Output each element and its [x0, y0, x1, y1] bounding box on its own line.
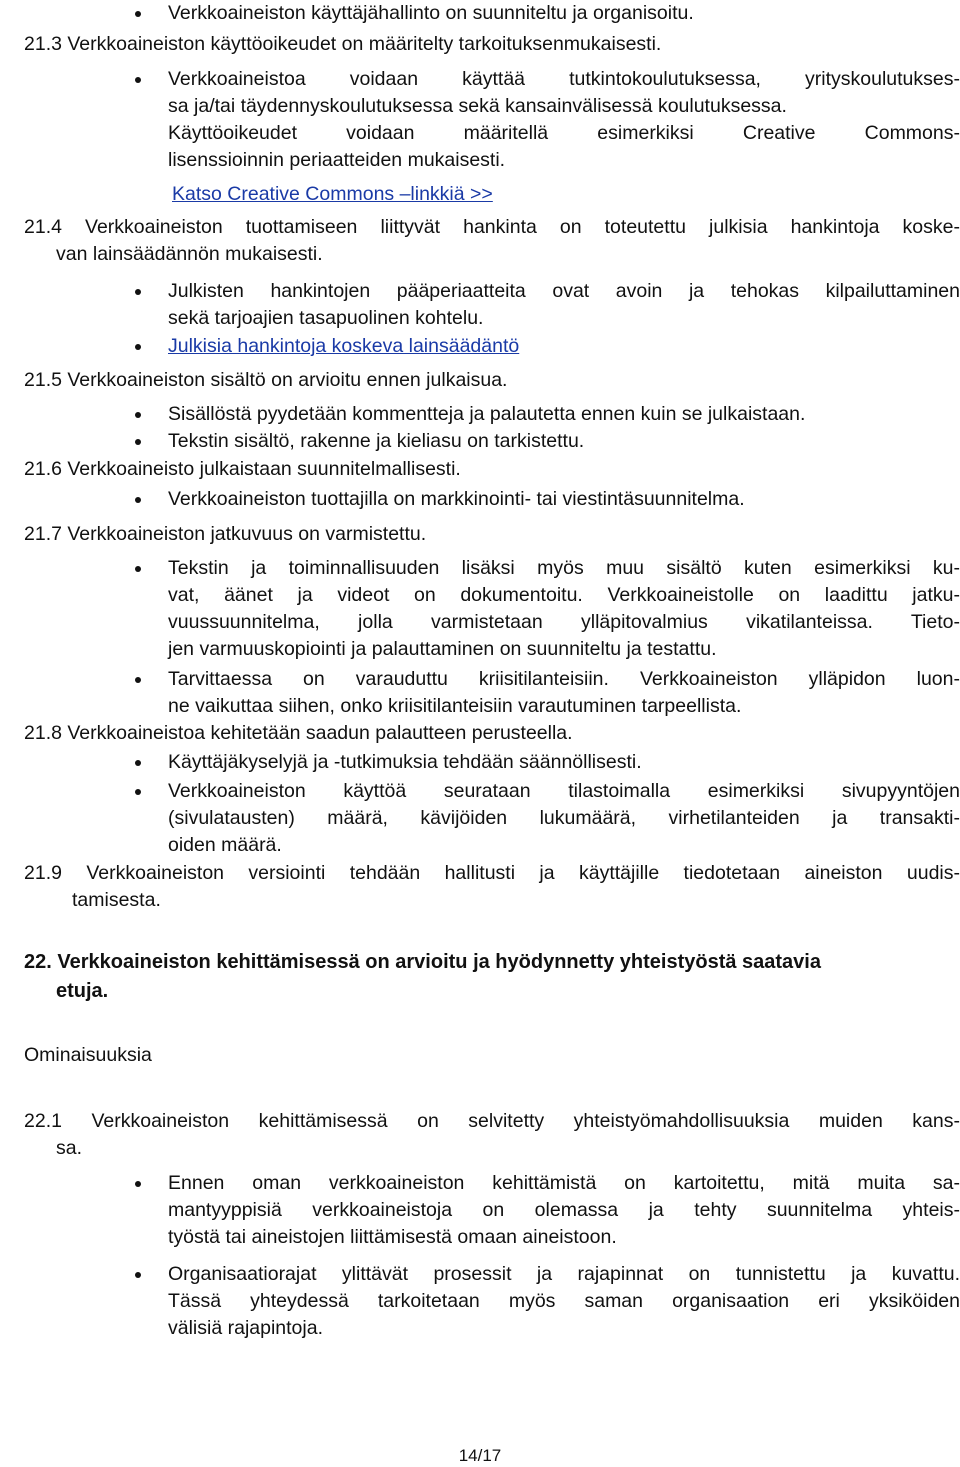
text-line: Verkkoaineiston tuottajilla on markkinointi- tai viestintäsuunnitelma. — [168, 488, 745, 510]
section-21-6 — [24, 456, 960, 483]
bullet-item — [168, 428, 960, 455]
text-line: 22. Verkkoaineiston kehittämisessä on arvioitu ja hyödynnetty yhteistyöstä saatavia — [24, 951, 821, 973]
bullet-item — [168, 0, 960, 27]
creative-commons-link-row — [172, 181, 493, 208]
bullet-dot — [135, 344, 141, 350]
subheading: Ominaisuuksia — [24, 1044, 152, 1066]
bullet-item — [168, 1261, 960, 1342]
bullet-dot — [135, 412, 141, 418]
bullet-item — [168, 333, 960, 360]
section-21-7 — [24, 521, 960, 548]
text-line: 21.7 Verkkoaineiston jatkuvuus on varmistettu. — [24, 523, 427, 545]
text-line: Ennen oman verkkoaineiston kehittämistä on kartoitettu, mitä muita sa- — [168, 1172, 960, 1194]
procurement-law-link[interactable]: Julkisia hankintoja koskeva lainsäädäntö — [168, 335, 520, 357]
text-line: sekä tarjoajien tasapuolinen kohtelu. — [168, 307, 484, 329]
text-line: Tekstin ja toiminnallisuuden lisäksi myös muu sisältö kuten esimerkiksi ku- — [168, 557, 960, 579]
section-21-3 — [24, 31, 960, 58]
bullet-item — [168, 486, 960, 513]
text-line: 21.6 Verkkoaineisto julkaistaan suunnitelmallisesti. — [24, 458, 461, 480]
text-line: sa. — [56, 1137, 83, 1159]
section-21-8 — [24, 720, 960, 747]
text-line: 21.9 Verkkoaineiston versiointi tehdään hallitusti ja käyttäjille tiedotetaan aineiston uudis- — [24, 862, 960, 884]
bullet-item — [168, 1170, 960, 1251]
bullet-item — [168, 749, 960, 776]
bullet-item — [168, 778, 960, 859]
text-line: jen varmuuskopiointi ja palauttaminen on suunniteltu ja testattu. — [168, 638, 717, 660]
page-number: 14/17 — [458, 1446, 502, 1465]
text-line: sa ja/tai täydennyskoulutuksessa sekä kansainvälisessä koulutuksessa. — [168, 95, 787, 117]
text-line: ne vaikuttaa siihen, onko kriisitilanteisiin varautuminen tarpeellista. — [168, 695, 742, 717]
text-line: Sisällöstä pyydetään kommentteja ja palautetta ennen kuin se julkaistaan. — [168, 403, 806, 425]
bullet-dot — [135, 77, 141, 83]
section-22-1 — [24, 1108, 960, 1162]
text-line: van lainsäädännön mukaisesti. — [56, 243, 323, 265]
text-line: mantyyppisiä verkkoaineistoja on olemassa ja tehty suunnitelma yhteis- — [168, 1199, 960, 1221]
text-line: Tarvittaessa on varauduttu kriisitilanteisiin. Verkkoaineiston ylläpidon luon- — [168, 668, 960, 690]
text-line: Julkisten hankintojen pääperiaatteita ovat avoin ja tehokas kilpailuttaminen — [168, 280, 960, 302]
text-line: Tässä yhteydessä tarkoitetaan myös saman organisaation eri yksiköiden — [168, 1290, 960, 1312]
text-line: Verkkoaineiston käyttäjähallinto on suunniteltu ja organisoitu. — [168, 2, 694, 24]
bullet-dot — [135, 1272, 141, 1278]
bullet-item — [168, 666, 960, 720]
text-line: 21.8 Verkkoaineistoa kehitetään saadun palautteen perusteella. — [24, 722, 573, 744]
text-line: Organisaatiorajat ylittävät prosessit ja rajapinnat on tunnistettu ja kuvattu. — [168, 1263, 960, 1285]
bullet-item — [168, 401, 960, 428]
bullet-dot — [135, 439, 141, 445]
creative-commons-link[interactable]: Katso Creative Commons –linkkiä >> — [172, 183, 493, 205]
section-21-4 — [24, 214, 960, 268]
text-line: Verkkoaineistoa voidaan käyttää tutkintokoulutuksessa, yrityskoulutukses- — [168, 68, 960, 90]
section-22-heading — [24, 948, 960, 1006]
text-line: tamisesta. — [72, 889, 161, 911]
text-line: Käyttöoikeudet voidaan määritellä esimerkiksi Creative Commons- — [168, 122, 960, 144]
text-line: 21.3 Verkkoaineiston käyttöoikeudet on määritelty tarkoituksenmukaisesti. — [24, 33, 662, 55]
bullet-item — [168, 555, 960, 663]
bullet-dot — [135, 497, 141, 503]
bullet-dot — [135, 1181, 141, 1187]
text-line: 22.1 Verkkoaineiston kehittämisessä on selvitetty yhteistyömahdollisuuksia muiden kans- — [24, 1110, 960, 1132]
text-line: oiden määrä. — [168, 834, 282, 856]
text-line: 21.4 Verkkoaineiston tuottamiseen liittyvät hankinta on toteutettu julkisia hankintoja koske- — [24, 216, 960, 238]
text-line: vat, äänet ja videot on dokumentoitu. Verkkoaineistolle on laadittu jatku- — [168, 584, 960, 606]
bullet-dot — [135, 566, 141, 572]
text-line: Verkkoaineiston käyttöä seurataan tilastoimalla esimerkiksi sivupyyntöjen — [168, 780, 960, 802]
bullet-item — [168, 66, 960, 174]
text-line: Tekstin sisältö, rakenne ja kieliasu on tarkistettu. — [168, 430, 585, 452]
bullet-dot — [135, 760, 141, 766]
bullet-dot — [135, 677, 141, 683]
text-line: lisenssioinnin periaatteiden mukaisesti. — [168, 149, 506, 171]
bullet-dot — [135, 789, 141, 795]
section-21-5 — [24, 367, 960, 394]
text-line: työstä tai aineistojen liittämisestä omaan aineistoon. — [168, 1226, 617, 1248]
bullet-dot — [135, 11, 141, 17]
bullet-dot — [135, 289, 141, 295]
section-21-9 — [24, 860, 960, 914]
text-line: etuja. — [56, 980, 109, 1002]
text-line: Käyttäjäkyselyjä ja -tutkimuksia tehdään säännöllisesti. — [168, 751, 642, 773]
text-line: välisiä rajapintoja. — [168, 1317, 324, 1339]
text-line: (sivulatausten) määrä, kävijöiden lukumäärä, virhetilanteiden ja transakti- — [168, 807, 960, 829]
text-line: vuussuunnitelma, jolla varmistetaan ylläpitovalmius vikatilanteissa. Tieto- — [168, 611, 960, 633]
bullet-item — [168, 278, 960, 332]
text-line: 21.5 Verkkoaineiston sisältö on arvioitu ennen julkaisua. — [24, 369, 508, 391]
